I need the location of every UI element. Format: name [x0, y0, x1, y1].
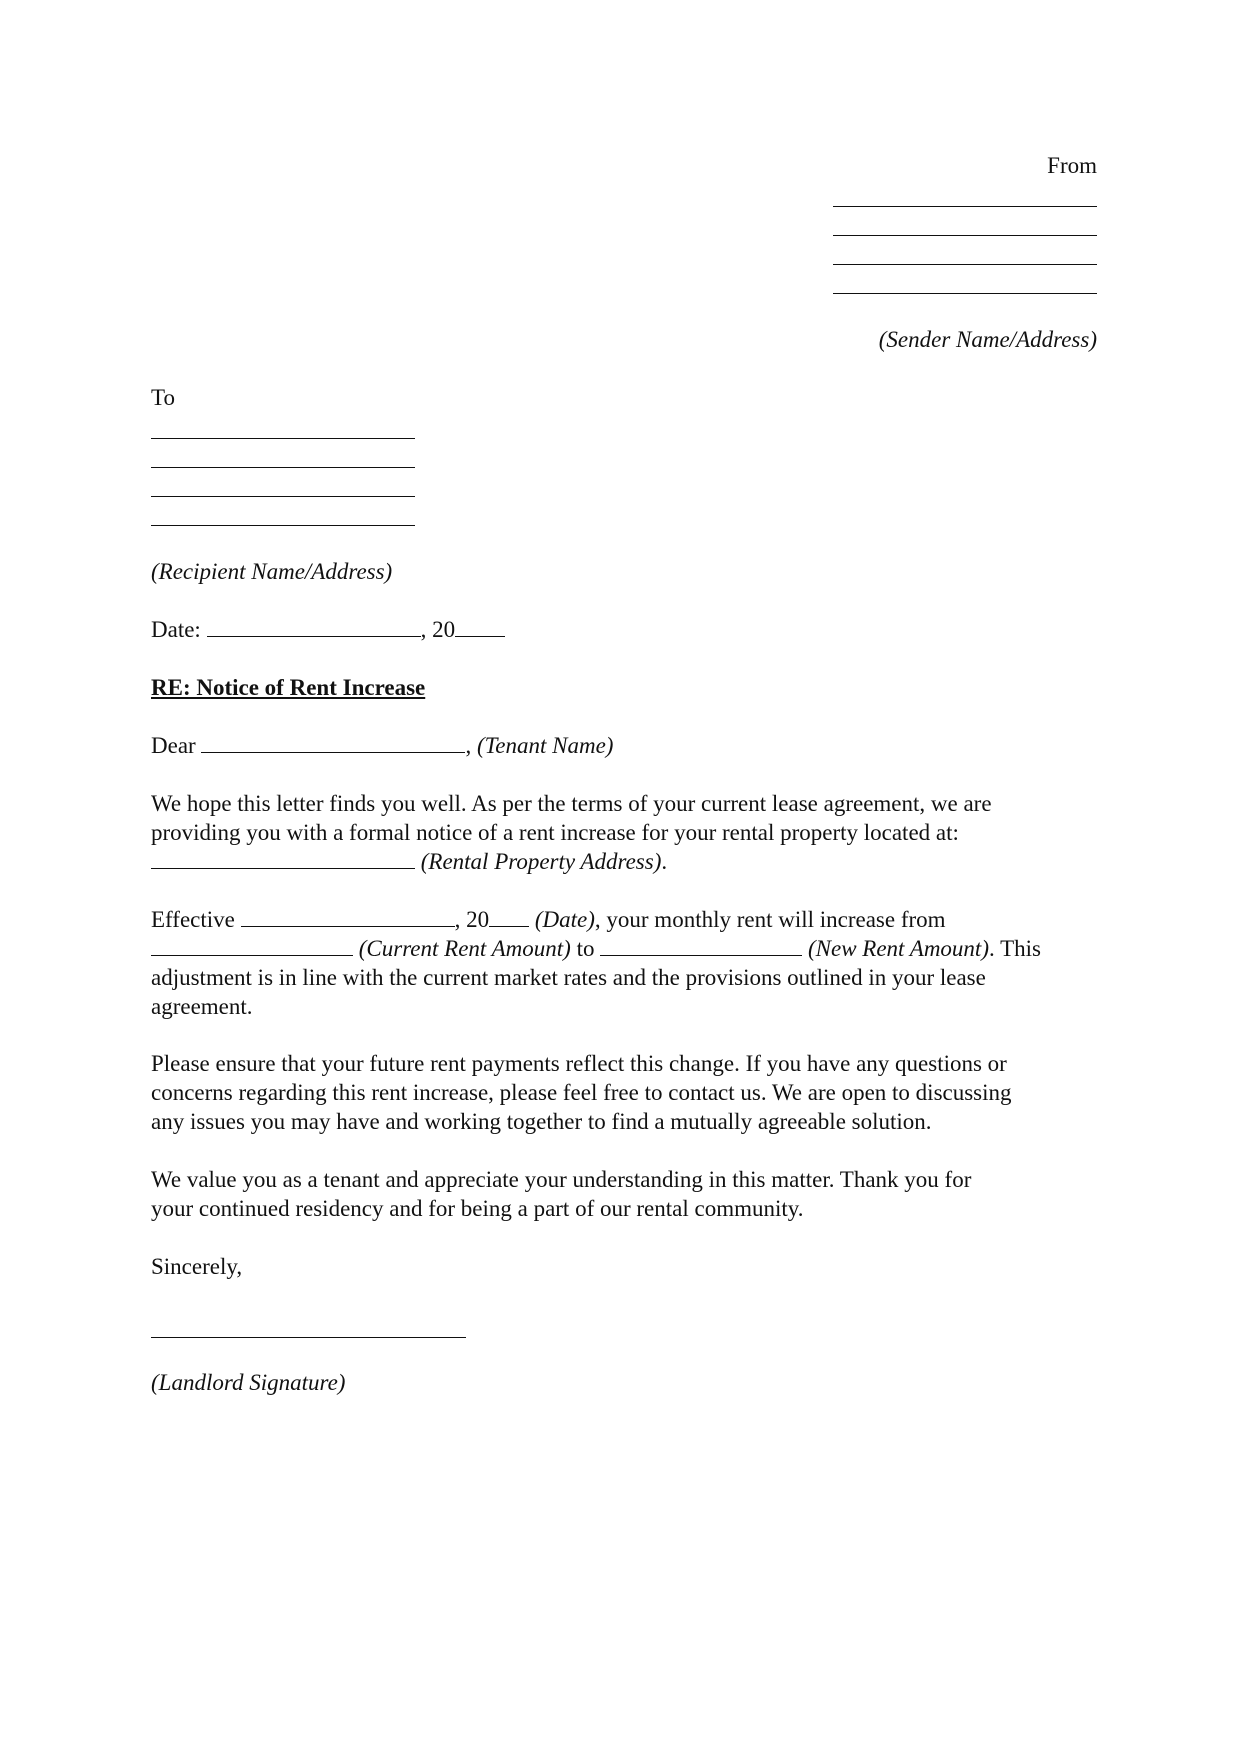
paragraph-2-line-1 [151, 905, 1101, 934]
this-word: . This [988, 936, 1041, 961]
paragraph-1-line-1: We hope this letter finds you well. As per the terms of your current lease agreement, we are [151, 791, 992, 816]
salutation-comma: , [465, 733, 472, 758]
current-rent-blank[interactable] [151, 936, 353, 956]
paragraph-2-line-3: adjustment is in line with the current market rates and the provisions outlined in your lease [151, 965, 986, 990]
date-year-prefix: , 20 [420, 617, 456, 642]
date-blank[interactable] [207, 617, 421, 637]
paragraph-4-line-1: We value you as a tenant and appreciate your understanding in this matter. Thank you for [151, 1167, 972, 1192]
paragraph-3-line-3: any issues you may have and working together to find a mutually agreeable solution. [151, 1109, 932, 1134]
paragraph-4 [151, 1165, 1101, 1223]
subject-heading: RE: Notice of Rent Increase [151, 675, 426, 700]
signature-caption: (Landlord Signature) [151, 1370, 346, 1395]
paragraph-1-line-3 [151, 847, 1101, 876]
recipient-caption: (Recipient Name/Address) [151, 559, 393, 584]
paragraph-1 [151, 789, 1101, 876]
signature-line[interactable] [151, 1337, 466, 1338]
paragraph-1-line-2: providing you with a formal notice of a rent increase for your rental property located at: [151, 820, 959, 845]
paragraph-3-line-1: Please ensure that your future rent payments reflect this change. If you have any questions or [151, 1051, 1007, 1076]
new-rent-blank[interactable] [600, 936, 802, 956]
rent-increase-text: , your monthly rent will increase from [594, 907, 946, 932]
sender-from-label: From [1047, 153, 1097, 178]
sender-line-4[interactable] [833, 293, 1097, 294]
salutation-dear: Dear [151, 733, 196, 758]
sender-line-2[interactable] [833, 235, 1097, 236]
effective-date-blank[interactable] [241, 907, 455, 927]
date-label: Date: [151, 617, 201, 642]
salutation [151, 731, 613, 760]
new-rent-caption: (New Rent Amount) [807, 936, 989, 961]
recipient-line-1[interactable] [151, 438, 415, 439]
sender-line-3[interactable] [833, 264, 1097, 265]
paragraph-3 [151, 1049, 1101, 1136]
effective-year-prefix: , 20 [454, 907, 490, 932]
property-address-blank[interactable] [151, 849, 415, 869]
closing: Sincerely, [151, 1254, 243, 1279]
tenant-name-blank[interactable] [201, 733, 465, 753]
paragraph-4-line-2: your continued residency and for being a part of our rental community. [151, 1196, 804, 1221]
to-word: to [576, 936, 595, 961]
date-line [151, 615, 505, 644]
date-year-blank[interactable] [455, 617, 505, 637]
effective-word: Effective [151, 907, 235, 932]
recipient-line-3[interactable] [151, 496, 415, 497]
recipient-line-4[interactable] [151, 525, 415, 526]
recipient-line-2[interactable] [151, 467, 415, 468]
property-address-caption: (Rental Property Address) [420, 849, 662, 874]
effective-year-blank[interactable] [489, 907, 529, 927]
effective-date-caption: (Date) [534, 907, 595, 932]
current-rent-caption: (Current Rent Amount) [358, 936, 571, 961]
tenant-name-caption: (Tenant Name) [476, 733, 614, 758]
sender-caption: (Sender Name/Address) [878, 327, 1097, 352]
paragraph-2-line-2 [151, 934, 1101, 963]
paragraph-3-line-2: concerns regarding this rent increase, please feel free to contact us. We are open to discussing [151, 1080, 1012, 1105]
recipient-to-label: To [151, 385, 175, 410]
paragraph-1-end: . [661, 849, 668, 874]
paragraph-2 [151, 905, 1101, 1021]
paragraph-2-line-4: agreement. [151, 994, 253, 1019]
sender-line-1[interactable] [833, 206, 1097, 207]
